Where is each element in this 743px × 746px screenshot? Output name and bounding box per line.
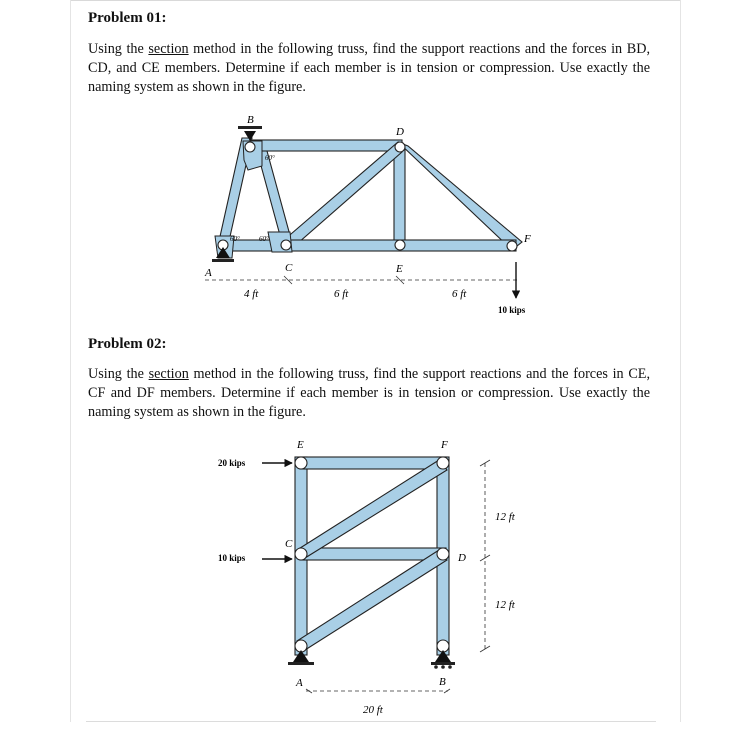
pin-f2 (437, 457, 449, 469)
member-cd (300, 548, 446, 560)
pin-f (507, 241, 517, 251)
load-label-f: 10 kips (498, 305, 526, 315)
support-a-base (212, 259, 234, 262)
member-cd (284, 142, 402, 250)
dim-label-upper: 12 ft (495, 511, 515, 523)
pin-d (395, 142, 405, 152)
pin-b (245, 142, 255, 152)
problem-1-heading: Problem 01: (88, 10, 167, 26)
node-label-b: B (247, 114, 254, 126)
member-cf (297, 460, 447, 558)
member-bd (250, 140, 402, 151)
truss-figure-2 (218, 439, 516, 716)
dim-label-ce: 6 ft (334, 288, 349, 300)
node-label-f: F (524, 233, 531, 245)
pin-c2 (295, 548, 307, 560)
section-link-2: section (148, 366, 189, 382)
angle-label-c: 60° (259, 235, 269, 243)
dim-label-ef: 6 ft (452, 288, 467, 300)
dim-label-width: 20 ft (363, 704, 383, 716)
section-link-1: section (148, 41, 189, 57)
node-label-e: E (396, 263, 403, 275)
pin-c (281, 240, 291, 250)
dim-label-lower: 12 ft (495, 599, 515, 611)
pin-e2 (295, 457, 307, 469)
support-b-base (238, 126, 262, 129)
node-label-d: D (396, 126, 404, 138)
angle-label-a: 60° (230, 235, 240, 243)
load-label-c: 10 kips (218, 553, 246, 563)
node-label-d2: D (458, 552, 466, 564)
pin-e (395, 240, 405, 250)
roller-b2-right (448, 665, 452, 669)
member-ad (297, 550, 447, 650)
node-label-e2: E (297, 439, 304, 451)
angle-label-b: 60° (265, 154, 275, 162)
truss-figure-1 (204, 114, 531, 315)
node-label-b2: B (439, 676, 446, 688)
node-label-a: A (205, 267, 212, 279)
roller-b2-mid (441, 665, 445, 669)
load-label-e: 20 kips (218, 458, 246, 468)
problem-2-heading: Problem 02: (88, 336, 167, 352)
node-label-c2: C (285, 538, 293, 550)
problem-1-text: Using the section method in the following truss, find the support reactions and the forces in BD, CD, and CE members. Determine if each member is in tension or compression. Use exactly the naming system as shown in the figure. (88, 41, 650, 95)
node-label-a2: A (296, 677, 303, 689)
node-label-f2: F (441, 439, 448, 451)
member-de (394, 146, 405, 250)
support-a2-base (288, 662, 314, 665)
pin-d2 (437, 548, 449, 560)
dim-label-ac: 4 ft (244, 288, 259, 300)
roller-b2-left (434, 665, 438, 669)
dim-tick-right (444, 689, 450, 693)
problem-2-text: Using the section method in the following truss, find the support reactions and the forces in CE, CF and DF members. Determine if each member is in tension or compression. Use exactly the naming system as shown in the figure. (88, 366, 650, 420)
support-b2-base (431, 662, 455, 665)
member-df (398, 142, 522, 250)
member-ef (300, 457, 446, 469)
node-label-c: C (285, 262, 293, 274)
